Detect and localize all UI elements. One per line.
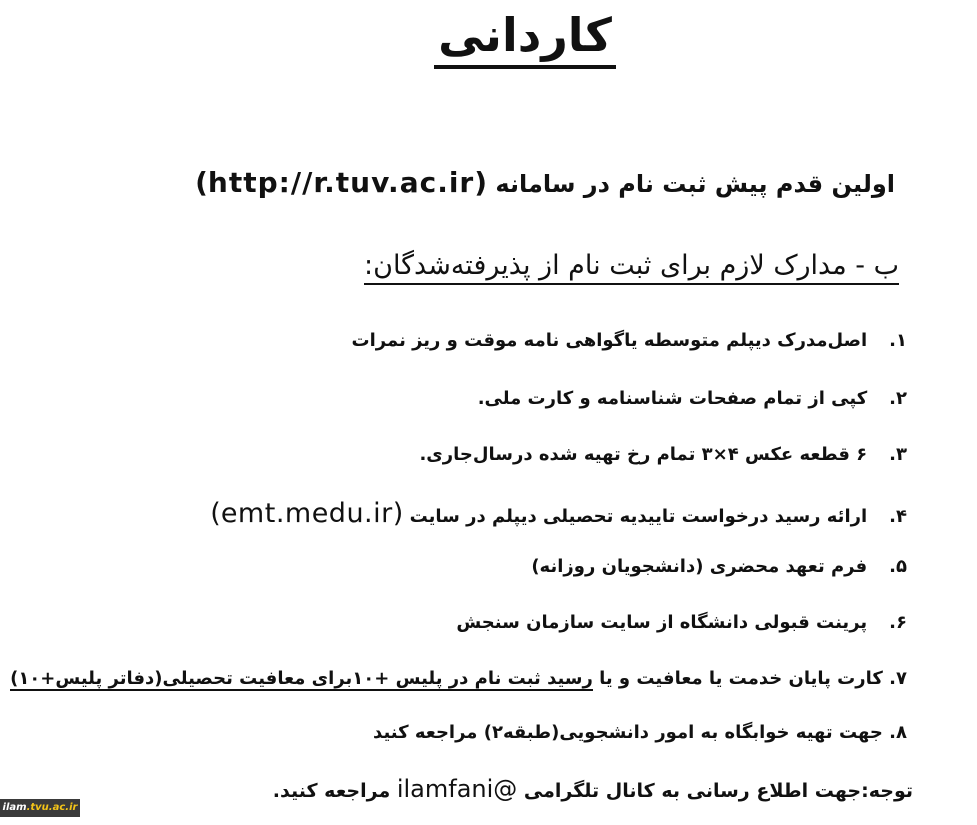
item-number: ۷. bbox=[889, 668, 907, 689]
list-item bbox=[531, 556, 907, 577]
list-item bbox=[373, 722, 907, 743]
watermark-site: ilam bbox=[2, 802, 27, 813]
item-text: اصل‌مدرک دیپلم متوسطه یاگواهی نامه موقت و ریز نمرات bbox=[351, 330, 868, 351]
list-item bbox=[210, 498, 907, 529]
list-item bbox=[352, 330, 907, 351]
intro-text: اولین قدم پیش ثبت نام در سامانه bbox=[495, 170, 895, 198]
item-number: ۵. bbox=[889, 556, 907, 577]
note-prefix: توجه:جهت اطلاع رسانی به کانال تلگرامی bbox=[523, 780, 913, 802]
document-title bbox=[0, 8, 977, 69]
item-number: ۶. bbox=[889, 612, 907, 633]
list-item bbox=[456, 612, 907, 633]
item-number: ۳. bbox=[889, 444, 907, 465]
diploma-verification-url: (emt.medu.ir) bbox=[210, 498, 404, 529]
item-text: ارائه رسید درخواست تاییدیه تحصیلی دیپلم در سایت bbox=[409, 506, 868, 527]
title-text: کاردانی bbox=[434, 11, 616, 69]
item-number: ۲. bbox=[889, 388, 907, 409]
item-text: ۶ قطعه عکس ۴×۳ تمام رخ تهیه شده درسال‌جاری. bbox=[419, 444, 868, 465]
list-item bbox=[419, 444, 907, 465]
site-watermark bbox=[0, 799, 80, 817]
item-text: پرینت قبولی دانشگاه از سایت سازمان سنجش bbox=[456, 612, 868, 633]
note-suffix: مراجعه کنید. bbox=[272, 780, 391, 802]
list-item bbox=[10, 668, 907, 689]
telegram-handle: ilamfani@ bbox=[396, 775, 518, 803]
item-number: ۱. bbox=[889, 330, 907, 351]
item-text: فرم تعهد محضری (دانشجویان روزانه) bbox=[531, 556, 868, 577]
watermark-domain: .tvu.ac.ir bbox=[26, 802, 78, 813]
item-text: جهت تهیه خوابگاه به امور دانشجویی(طبقه۲) مراجعه کنید bbox=[373, 722, 883, 743]
list-item bbox=[478, 388, 907, 409]
item-text: کارت پایان خدمت یا معافیت و یا bbox=[592, 668, 883, 689]
intro-line bbox=[195, 166, 895, 199]
item-number: ۴. bbox=[889, 506, 907, 527]
telegram-note bbox=[273, 775, 913, 803]
registration-url: (http://r.tuv.ac.ir) bbox=[195, 166, 488, 199]
item-number: ۸. bbox=[889, 722, 907, 743]
item-text: کپی از تمام صفحات شناسنامه و کارت ملی. bbox=[477, 388, 868, 409]
item-text-underlined: رسید ثبت نام در پلیس +۱۰برای معافیت تحصیلی(دفاتر پلیس+۱۰) bbox=[10, 668, 593, 689]
documents-heading-text: ب - مدارک لازم برای ثبت نام از پذیرفته‌شدگان: bbox=[364, 250, 899, 285]
documents-heading bbox=[364, 250, 899, 281]
